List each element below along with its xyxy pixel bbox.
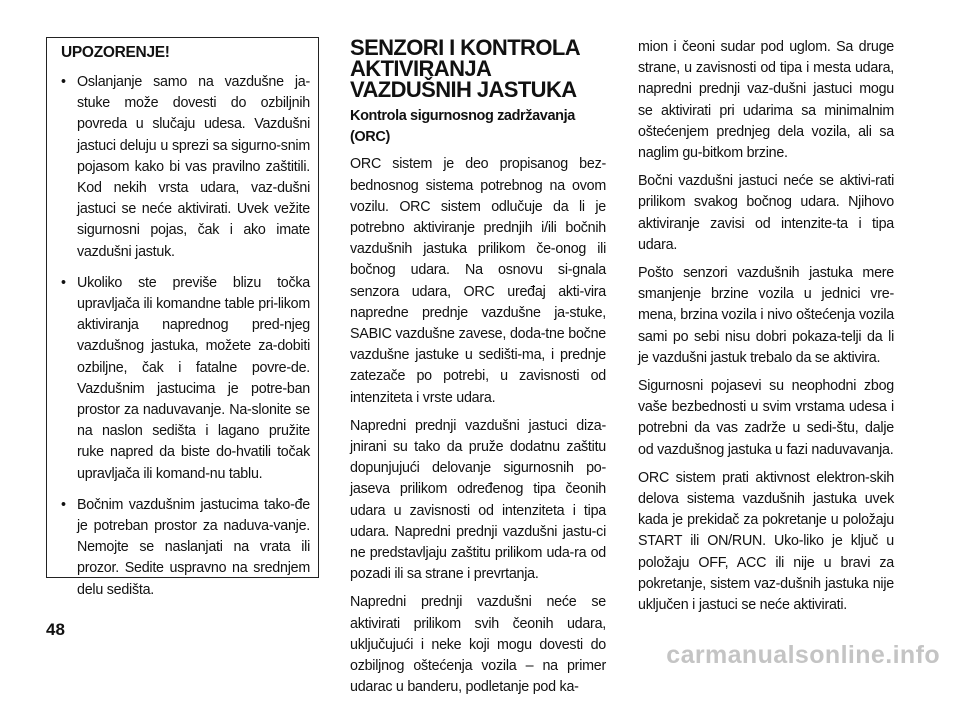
- paragraph: Pošto senzori vazdušnih jastuka mere smanjenje brzine vozila u jednici vre-mena, brzina vozila i nivo oštećenja vozila sami po sebi nisu dobri pokaza-telji da li je vazdušni jastuk trebalo da se aktivira.: [638, 265, 894, 366]
- subsection-title: Kontrola sigurnosnog zadržavanja (ORC): [350, 108, 575, 146]
- paragraph: ORC sistem je deo propisanog bez-bednosnog sistema potrebnog na ovom vozilu. ORC sistem odlučuje da li je potrebno aktiviranje prednjih i/ili bočnih vazdušnih jastuka prilikom če-onog ili bočnog udara. Na osnovu si-gnala senzora udara, ORC uređaj akti-vira napredne prednje vazdušne ja-stuke, SABIC vazdušne zavese, doda-tne bočne vazdušne jastuke u sedišti-ma, i prednje zatezače po potrebi, u zavisnosti od intenziteta i vrste udara.: [350, 156, 606, 406]
- paragraph: Napredni prednji vazdušni neće se aktivirati prilikom svih čeonih udara, uključujući i neke koji mogu dovesti do ozbiljnog oštećenja vozila – na primer udarac u banderu, podletanje pod ka-: [350, 594, 606, 696]
- warning-item: • Oslanjanje samo na vazdušne ja-stuke može dovesti do ozbiljnih povreda u slučaju udesa. Vazdušni jastuci deluju u sprezi sa sigurno-snim pojasom kako bi vas pravilno zaštitili. Kod nekih vrsta udara, vaz-dušni jastuci se neće aktivirati. Uvek vežite sigurnosni pojas, čak i ako imate vazdušni jastuk.: [61, 72, 310, 263]
- paragraph: Sigurnosni pojasevi su neophodni zbog vaše bezbednosti u svim vrstama udesa i potrebni da vas zadrže u sedi-štu, dalje od vazdušnog jastuka u fazi naduvavanja.: [638, 378, 894, 458]
- right-column: [638, 37, 894, 623]
- paragraph: Napredni prednji vazdušni jastuci diza-jnirani su tako da pruže dodatnu zaštitu dopunjujući delovanje sigurnosnih po-jaseva prilikom određenog tipa čeonih udara u zavisnosti od intenziteta i tipa udara. Napredni prednji vazdušni jastu-ci ne predstavljaju zaštitu prilikom uda-ra od pozadi ili sa strane i prevrtanja.: [350, 417, 606, 583]
- paragraph: Bočni vazdušni jastuci neće se aktivi-rati prilikom svakog bočnog udara. Njihovo aktiviranje zavisi od intenzite-ta i tipa udara.: [638, 173, 894, 253]
- section-title: SENZORI I KONTROLA AKTIVIRANJA VAZDUŠNIH JASTUKA: [350, 35, 580, 102]
- warning-list: [61, 72, 310, 601]
- paragraph: mion i čeoni sudar pod uglom. Sa druge strane, u zavisnosti od tipa i mesta udara, napredni prednji vaz-dušni jastuci mogu se aktivirati pri udarima sa minimalnim oštećenjem prednjeg dela vozila, ali sa naglim gu-bitkom brzine.: [638, 39, 894, 162]
- warning-title: UPOZORENJE!: [61, 44, 170, 61]
- warning-item: • Bočnim vazdušnim jastucima tako-đe je potreban prostor za naduva-vanje. Nemojte se naslanjati na vrata ili prozor. Sedite uspravno na srednjem delu sedišta.: [61, 495, 310, 601]
- watermark: carmanualsonline.info: [666, 641, 940, 669]
- paragraph: ORC sistem prati aktivnost elektron-skih delova sistema vazdušnih jastuka uvek kada je prekidač za pokretanje u položaju START ili ON/RUN. Uko-liko je ključ u položaju OFF, ACC ili nije u bravi za pokretanje, sistem vaz-dušnih jastuka nije uključen i jastuci se neće aktivirati.: [638, 469, 894, 614]
- warning-box: [46, 37, 319, 598]
- middle-column: [350, 37, 606, 705]
- page-number: 48: [46, 620, 65, 639]
- warning-item: • Ukoliko ste previše blizu točka upravljača ili komandne table pri-likom aktiviranja naprednog pred-njeg vazdušnog jastuka, možete za-dobiti ozbiljne, čak i fatalne povre-de. Vazdušnim jastucima je potre-ban prostor za naduvavanje. Na-slonite se na naslon sedišta i lagano pružite ruke napred da biste do-hvatili točak upravljača ili komand-nu tablu.: [61, 273, 310, 485]
